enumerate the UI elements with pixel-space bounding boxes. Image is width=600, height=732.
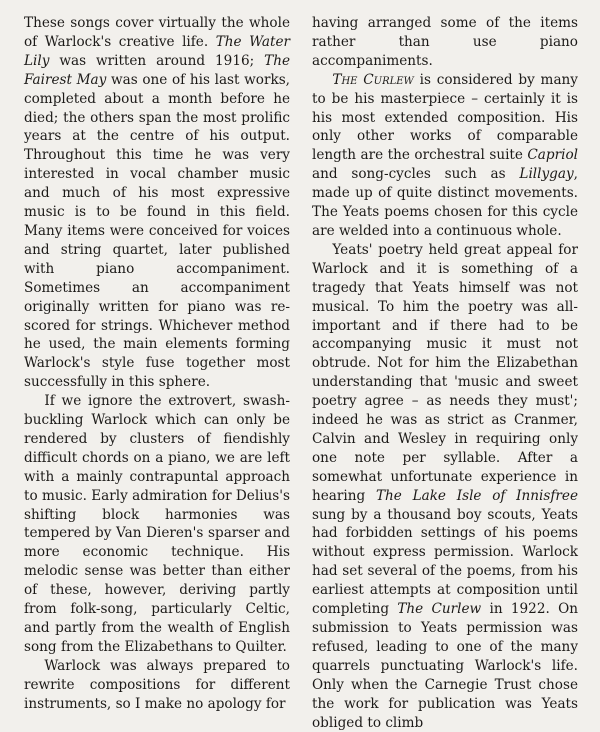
title-fairest-may: The Fairest May — [24, 52, 290, 88]
paragraph-contrapuntal: If we ignore the extrovert, swash-buckling Warlock which can only be rendered by clusters of fiendishly difficult chords on a piano, we are left with a mainly contrapuntal approach to music. Early admiration for Delius's shifting block harmonies was tempered by Van Dieren's sparser and more economic technique. His melodic sense was better than either of these, however, deriving partly from folk-song, particularly Celtic, and partly from the wealth of English song from the Elizabethans to Quilter. — [24, 393, 290, 655]
paragraph-rewrite: Warlock was always prepared to rewrite compositions for different instruments, so I make no apology for — [24, 657, 290, 712]
text-run: was one of his last works, completed about a month before he died; the others span the most prolific years at the centre of his output. Throughout this time he was very interested in vocal chamber music and much of his most expressive music is to be found in this field. Many items were conceived for voices and string quartet, later published with piano accompaniment. Sometimes an accompaniment originally written for piano was re-scored for strings. Whichever method he used, the main elements forming Warlock's style fuse together most successfully in this sphere. — [24, 71, 290, 391]
left-column — [24, 14, 290, 712]
paragraph-songs-overview — [24, 14, 290, 392]
text-run: , made up of quite distinct movements. The Yeats poems chosen for this cycle are welded into a continuous whole. — [312, 166, 578, 239]
title-curlew-italic: The Curlew — [397, 601, 482, 618]
paragraph-arranged: having arranged some of the items rather than use piano accompaniments. — [312, 15, 578, 69]
paragraph-yeats — [312, 241, 578, 732]
text-run: Yeats' poetry held great appeal for Warlock and it is something of a tragedy that Yeats himself was not musical. To him the poetry was all-important and if there had to be accompanying music it must not obtrude. Not for him the Elizabethan understanding that 'music and sweet poetry agree – as needs they must'; indeed he was as strict as Cranmer, Calvin and Wesley in requiring only one note per syllable. After a somewhat unfortunate experience in hearing — [312, 241, 578, 504]
title-curlew: The Curlew — [332, 71, 414, 88]
paragraph-curlew — [312, 71, 578, 241]
right-column — [312, 14, 578, 731]
text-run: in 1922. On submission to Yeats permission was refused, leading to one of the many quarrels punctuating Warlock's life. Only when the Carnegie Trust chose the work for publication was Yeats obliged to climb — [312, 601, 578, 731]
title-lake-isle: The Lake Isle of Innisfree — [375, 487, 578, 504]
title-lillygay: Lillygay — [519, 166, 574, 183]
text-run: These songs cover virtually the whole of Warlock's creative life. — [24, 15, 290, 50]
text-run: was written around 1916; — [49, 52, 265, 69]
title-capriol: Capriol — [527, 147, 578, 164]
text-run: and song-cycles such as — [312, 166, 520, 183]
text-run: is considered by many to be his masterpiece – certainly it is his most extended composition. His only other works of comparable length are the orchestral suite — [312, 71, 578, 164]
title-water-lily: The Water Lily — [24, 33, 290, 69]
text-run: sung by a thousand boy scouts, Yeats had forbidden settings of his poems without express permission. Warlock had set several of the poems, from his earliest attempts at composition until completing — [312, 506, 578, 618]
